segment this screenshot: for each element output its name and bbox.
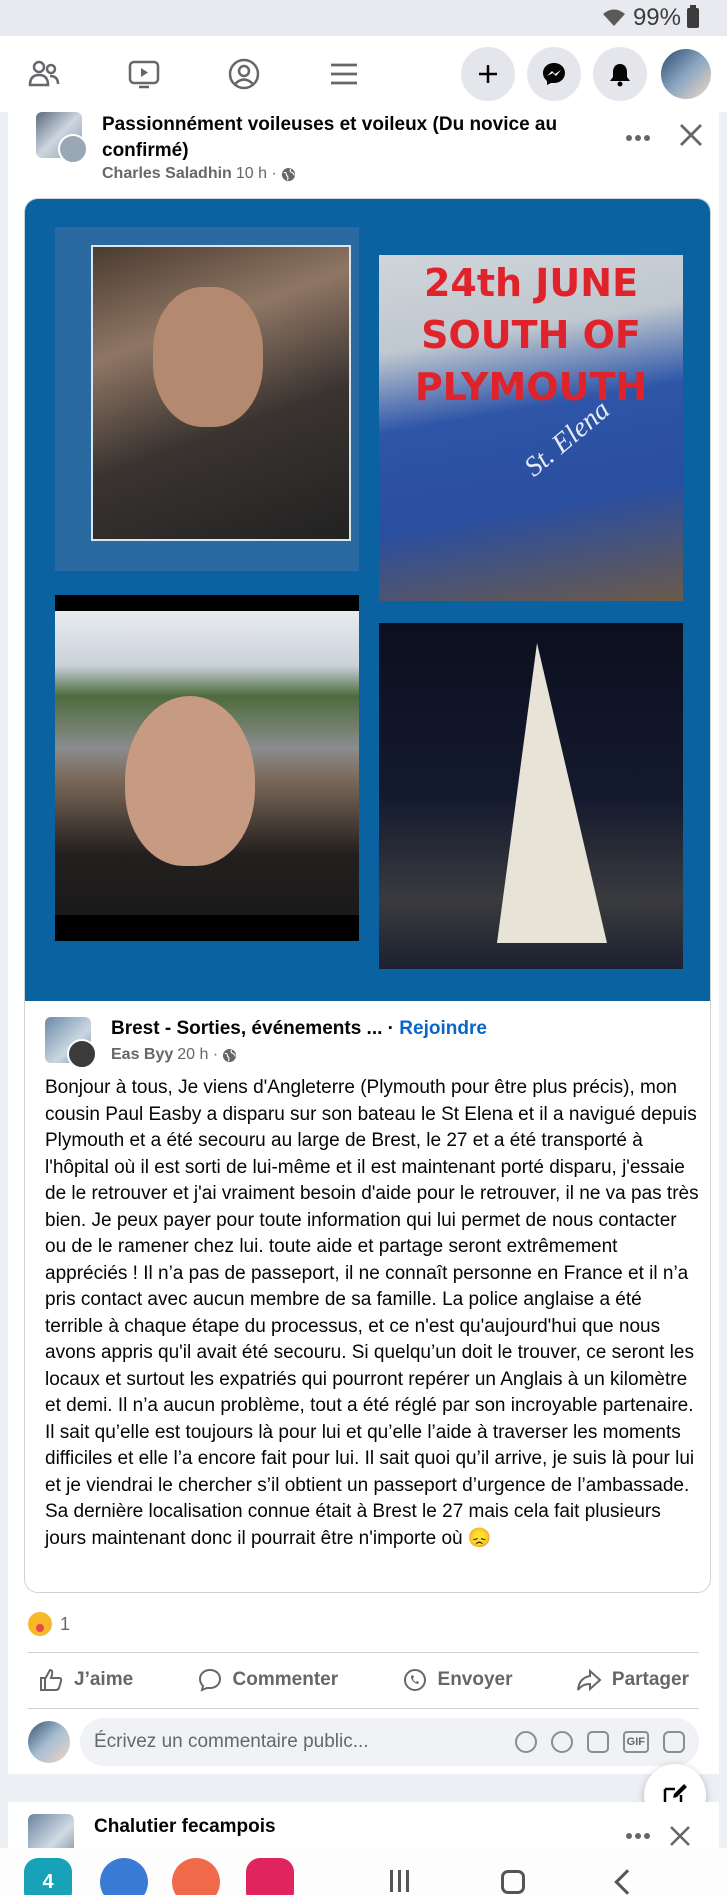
- top-navigation: [0, 36, 727, 112]
- shared-group-avatar[interactable]: [45, 1017, 91, 1063]
- join-group-link[interactable]: Rejoindre: [399, 1018, 487, 1039]
- home-button[interactable]: [501, 1870, 525, 1894]
- reaction-summary[interactable]: [28, 1612, 70, 1636]
- feed-post: [8, 112, 719, 1774]
- gif-icon[interactable]: GIF: [623, 1731, 649, 1753]
- face: [125, 696, 255, 866]
- messenger-button[interactable]: [527, 47, 581, 101]
- more-options-icon[interactable]: [623, 1826, 653, 1846]
- shared-post-body: [25, 1001, 711, 1593]
- wifi-icon: [601, 8, 627, 28]
- photo-man-sitting[interactable]: [55, 227, 359, 571]
- post-actions: [28, 1654, 699, 1706]
- like-button[interactable]: [28, 1667, 143, 1693]
- reaction-count: 1: [60, 1613, 71, 1634]
- notifications-button[interactable]: [593, 47, 647, 101]
- camera-app-icon[interactable]: [246, 1858, 294, 1895]
- system-navigation-bar: [0, 1848, 727, 1895]
- sticker-icon[interactable]: [663, 1731, 685, 1753]
- shared-post-author[interactable]: Eas Byy: [111, 1046, 174, 1063]
- photo-sailboat-night[interactable]: [379, 623, 683, 969]
- separator-dot: ·: [387, 1018, 400, 1039]
- face: [153, 287, 263, 427]
- messenger-icon: [541, 61, 567, 87]
- close-icon[interactable]: [668, 1824, 692, 1848]
- status-bar: [0, 0, 727, 36]
- contacts-app-icon[interactable]: [172, 1858, 220, 1895]
- photo-caption: 24th JUNE SOUTH OF PLYMOUTH: [414, 261, 648, 409]
- comment-icon: [197, 1667, 223, 1693]
- avatar[interactable]: [659, 47, 713, 101]
- video-icon[interactable]: [114, 44, 174, 104]
- post-meta: [102, 165, 296, 183]
- comment-composer: [28, 1717, 699, 1767]
- group-avatar[interactable]: [36, 112, 82, 158]
- battery-icon: [687, 8, 699, 28]
- thumbs-up-icon: [38, 1667, 64, 1693]
- photo-frame: [91, 245, 351, 541]
- shared-group-name[interactable]: Brest - Sorties, événements ...: [111, 1018, 383, 1039]
- friends-icon[interactable]: [14, 44, 74, 104]
- emoji-icon[interactable]: [551, 1731, 573, 1753]
- selfie-background: [55, 611, 359, 915]
- share-button[interactable]: [566, 1667, 699, 1693]
- group-name[interactable]: Chalutier fecampois: [94, 1816, 276, 1837]
- profile-icon[interactable]: [214, 44, 274, 104]
- send-label: Envoyer: [437, 1669, 513, 1690]
- back-button[interactable]: [614, 1869, 639, 1894]
- shared-group-title: [111, 1016, 487, 1042]
- globe-icon: [222, 1048, 237, 1063]
- divider: [28, 1652, 699, 1653]
- close-icon[interactable]: [678, 122, 704, 148]
- plus-icon: [475, 61, 501, 87]
- camera-icon[interactable]: [587, 1731, 609, 1753]
- globe-icon: [281, 167, 296, 182]
- photo-boat-hull[interactable]: [379, 255, 683, 601]
- shared-post[interactable]: [24, 198, 711, 1593]
- like-label: J’aime: [74, 1669, 134, 1690]
- comment-tools: [515, 1731, 685, 1753]
- divider: [28, 1708, 699, 1709]
- post-header: [28, 112, 699, 192]
- avatar[interactable]: [28, 1721, 70, 1763]
- post-author[interactable]: Charles Saladhin: [102, 165, 232, 182]
- messages-app-icon[interactable]: [100, 1858, 148, 1895]
- comment-button[interactable]: [187, 1667, 349, 1693]
- send-button[interactable]: [392, 1667, 523, 1693]
- comment-input[interactable]: [80, 1718, 699, 1766]
- share-icon: [576, 1667, 602, 1693]
- share-label: Partager: [611, 1669, 689, 1690]
- more-options-icon[interactable]: [623, 128, 653, 148]
- menu-icon[interactable]: [314, 44, 374, 104]
- post-time: 10 h ·: [235, 165, 277, 182]
- author-avatar[interactable]: [58, 134, 88, 164]
- group-name[interactable]: Passionnément voileuses et voileux (Du novice au confirmé): [102, 114, 558, 161]
- shared-post-meta: [111, 1046, 237, 1064]
- bell-icon: [607, 61, 633, 87]
- shared-post-time: 20 h ·: [177, 1046, 219, 1063]
- comment-label: Commenter: [232, 1669, 339, 1690]
- create-button[interactable]: [461, 47, 515, 101]
- photo-man-selfie[interactable]: [55, 595, 359, 941]
- shared-post-text: Bonjour à tous, Je viens d'Angleterre (Plymouth pour être plus précis), mon cousin Paul Easby a disparu sur son bateau le St Elena et il a navigué depuis Plymouth et a été secouru au large de Brest, le 27 et a été transporté à l'hôpital où il est sorti de lui-même et il est maintenant porté disparu, j'essaie de le retrouver et j'ai vraiment besoin d'aide pour le retrouver, il ne va pas très bien. Je peux payer pour toute information qui lui permet de nous contacter ou de le ramener chez lui. toute aide et partage seront extrêmement appréciés ! Il n’a pas de passeport, il ne connaît personne en France et il n’a pris contact avec aucun membre de sa famille. La police anglaise a été terrible à chaque étape du processus, et ce n'est qu'aujourd'hui que nous avons appris qu'il avait été secouru. Si quelqu’un doit le trouver, ce seront les locaux et surtout les expatriés qui pourront repérer un Anglais à un kilomètre et demi. Il n’a aucun problème, tout a été réglé par son incroyable partenaire. Il sait qu’elle est toujours là pour lui et qu’elle l’aide à traverser les moments difficiles et elle l’a encore fait pour lui. Il sait quoi qu’il arrive, je suis là pour lui et je viendrai le chercher s’il obtient un passeport d’urgence de l’ambassade. Sa dernière localisation connue était à Brest le 27 mais cela fait plusieurs jours maintenant donc il pourrait être n'importe où 😞: [45, 1077, 699, 1549]
- shared-author-avatar[interactable]: [67, 1039, 97, 1069]
- avatar-sticker-icon[interactable]: [515, 1731, 537, 1753]
- recent-apps-button[interactable]: [390, 1870, 414, 1892]
- boat-name: St. Elena: [518, 394, 616, 483]
- whatsapp-icon: [402, 1667, 428, 1693]
- calendar-app-icon[interactable]: 4: [24, 1858, 72, 1895]
- battery-percentage: 99%: [632, 4, 681, 31]
- sail: [497, 643, 607, 943]
- image-collage[interactable]: [25, 199, 711, 1001]
- care-reaction-icon: [28, 1612, 52, 1636]
- comment-placeholder: Écrivez un commentaire public...: [94, 1731, 369, 1752]
